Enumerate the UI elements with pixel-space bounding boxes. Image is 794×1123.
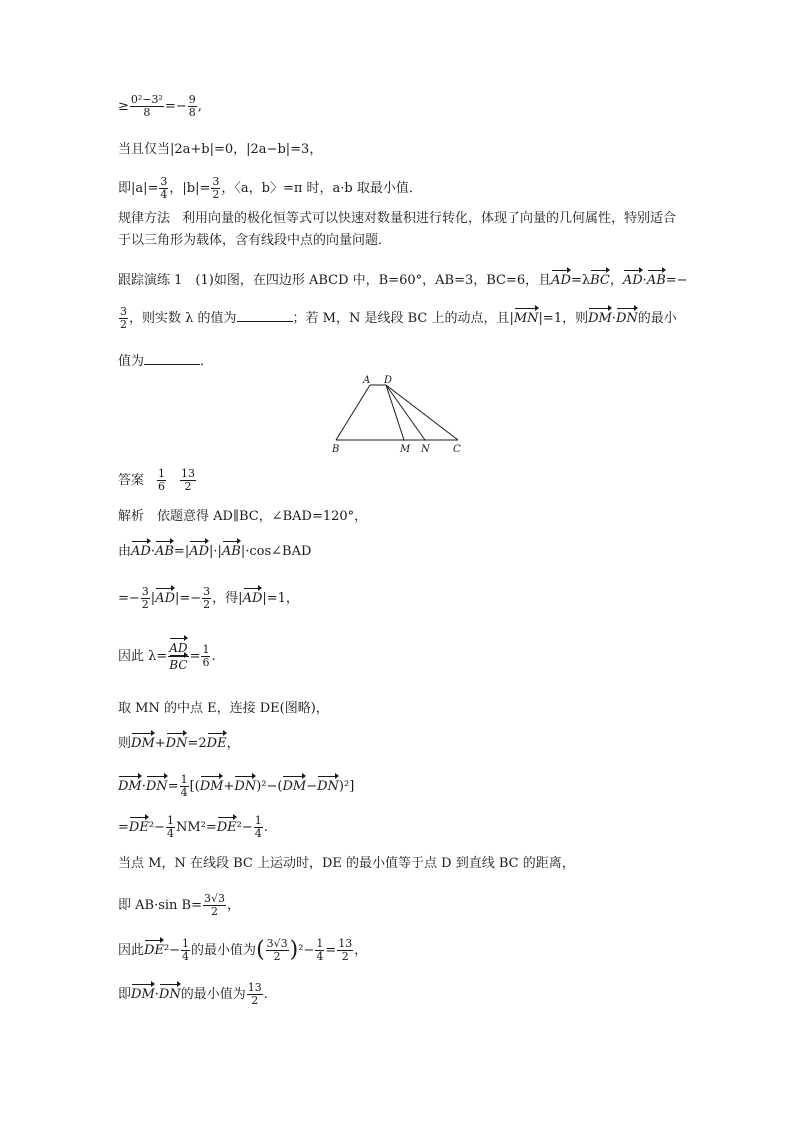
answer-blank-1 [237, 309, 293, 322]
segment-DM [386, 385, 404, 440]
solution-line-8: =DE²− $\frac{1}{4}$ NM²=DE²− $\frac{1}{4}$ . [118, 814, 268, 840]
solution-line-2: 由AD·AB=|AD|·|AB|·cos∠BAD [118, 544, 312, 559]
solution-line-11: 因此DE²− $\frac{1}{4}$ 的最小值为( $\frac{3√3}{2}$ )²− $\frac{1}{4}$ = $\frac{13}{2}$ ， [118, 937, 368, 963]
answer-line: 答案 $\frac{1}{6}$ $\frac{13}{2}$ [118, 467, 196, 493]
answer-blank-2 [144, 352, 200, 365]
label-M: M [400, 444, 411, 455]
segment-DN [386, 385, 425, 440]
solution-line-9: 当点 M，N 在线段 BC 上运动时，DE 的最小值等于点 D 到直线 BC 的距离， [118, 856, 575, 871]
line-condition: 当且仅当|2a+b|=0，|2a−b|=3， [118, 142, 323, 157]
solution-line-1: 解析 依题意得 AD∥BC，∠BAD=120°， [118, 509, 368, 524]
solution-line-3: =− $\frac{3}{2}$ |AD|=− $\frac{3}{2}$ ，得|AD|=1， [118, 585, 299, 611]
label-C: C [453, 444, 461, 455]
method-note: 规律方法 利用向量的极化恒等式可以快速对数量积进行转化，体现了向量的几何属性，特别适合于以三角形为载体，含有线段中点的向量问题． [118, 211, 677, 248]
practice-line-3: 值为 ． [118, 354, 214, 369]
solution-line-4: 因此 λ= $\frac{AD}{BC}$ = $\frac{1}{6}$ . [118, 641, 216, 672]
line-min-condition: 即|a|= $\frac{3}{4}$ ，|b|= $\frac{3}{2}$ ，〈a，b〉=π 时，a·b 取最小值． [118, 175, 422, 201]
solution-line-6: 则DM+DN=2DE， [118, 736, 240, 751]
label-D: D [384, 375, 393, 386]
practice-line-2: $\frac{3}{2}$ ，则实数 λ 的值为 ；若 M，N 是线段 BC 上的动点，且|MN|=1，则DM·DN的最小 [120, 305, 677, 331]
solution-line-7: DM·DN= $\frac{1}{4}$ [(DM+DN)²−(DM−DN)²] [118, 773, 355, 799]
segment-DC [386, 385, 458, 440]
solution-line-10: 即 AB·sin B= $\frac{3√3}{2}$ ， [118, 892, 241, 918]
label-N: N [421, 444, 430, 455]
solution-line-12: 即DM·DN的最小值为 $\frac{13}{2}$ . [118, 981, 268, 1007]
line-inequality: ≥ $\frac{\text{0²−3²}}{8}$ =− $\frac{9}{8}$ , [118, 93, 202, 119]
segment-AB [336, 385, 370, 440]
practice-line-1: 跟踪演练 1 (1)如图，在四边形 ABCD 中，B=60°，AB=3，BC=6，且AD=λBC，AD·AB=− [118, 273, 688, 288]
label-B: B [332, 444, 340, 455]
label-A: A [363, 375, 371, 386]
solution-line-5: 取 MN 的中点 E，连接 DE(图略)， [118, 701, 329, 716]
trapezoid-figure [326, 372, 472, 458]
